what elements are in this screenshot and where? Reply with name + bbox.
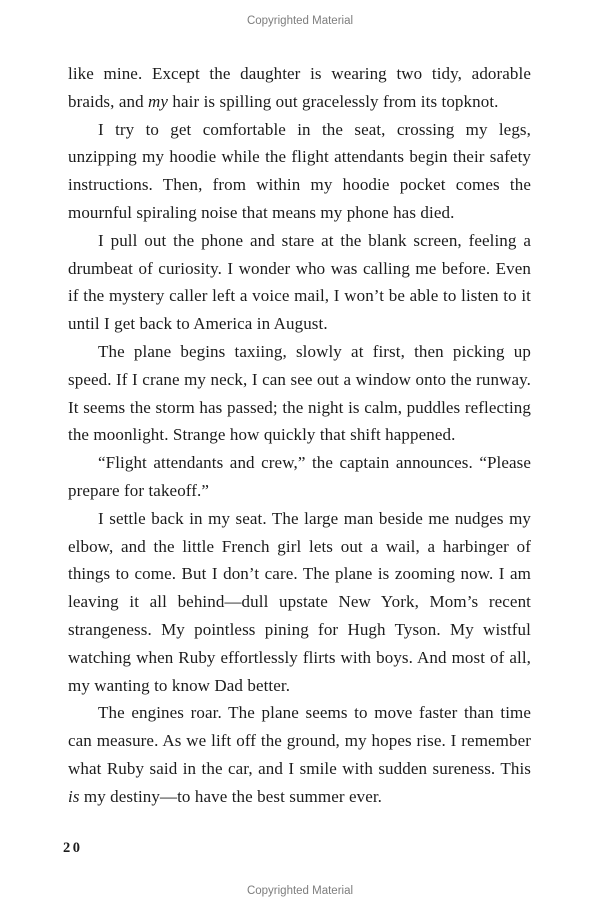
paragraph: I pull out the phone and stare at the blank screen, feeling a drumbeat of curiosity. I wonder who was calling me before. Even if the mystery caller left a voice mail, I won’t be able to listen to it until I get back to America in August.: [68, 230, 531, 334]
paragraph: I settle back in my seat. The large man beside me nudges my elbow, and the little French girl lets out a wail, a harbinger of things to come. But I don’t care. The plane is zooming now. I am leaving it all behind—dull upstate New York, Mom’s recent strangeness. My pointless pining for Hugh Tyson. My wistful watching when Ruby effortlessly flirts with boys. And most of all, my wanting to know Dad better.: [68, 508, 531, 695]
paragraph: The engines roar. The plane seems to move faster than time can measure. As we lift off the ground, my hopes rise. I remember what Ruby said in the car, and I smile with sudden sureness. This is my destiny—to have the best summer ever.: [68, 703, 531, 806]
paragraph: like mine. Except the daughter is wearing two tidy, adorable braids, and my hair is spilling out gracelessly from its topknot.: [68, 64, 531, 111]
text-block: [68, 60, 531, 811]
paragraph: I try to get comfortable in the seat, crossing my legs, unzipping my hoodie while the flight attendants begin their safety instructions. Then, from within my hoodie pocket comes the mournful spiraling noise that means my phone has died.: [68, 119, 531, 222]
paragraph: “Flight attendants and crew,” the captain announces. “Please prepare for takeoff.”: [68, 453, 531, 500]
paragraph: The plane begins taxiing, slowly at first, then picking up speed. If I crane my neck, I can see out a window onto the runway. It seems the storm has passed; the night is calm, puddles reflecting the moonlight. Strange how quickly that shift happened.: [68, 341, 531, 445]
page-number: 20: [63, 840, 83, 856]
bottom-copyright-notice: Copyrighted Material: [246, 885, 354, 897]
top-copyright-notice: Copyrighted Material: [246, 15, 354, 27]
